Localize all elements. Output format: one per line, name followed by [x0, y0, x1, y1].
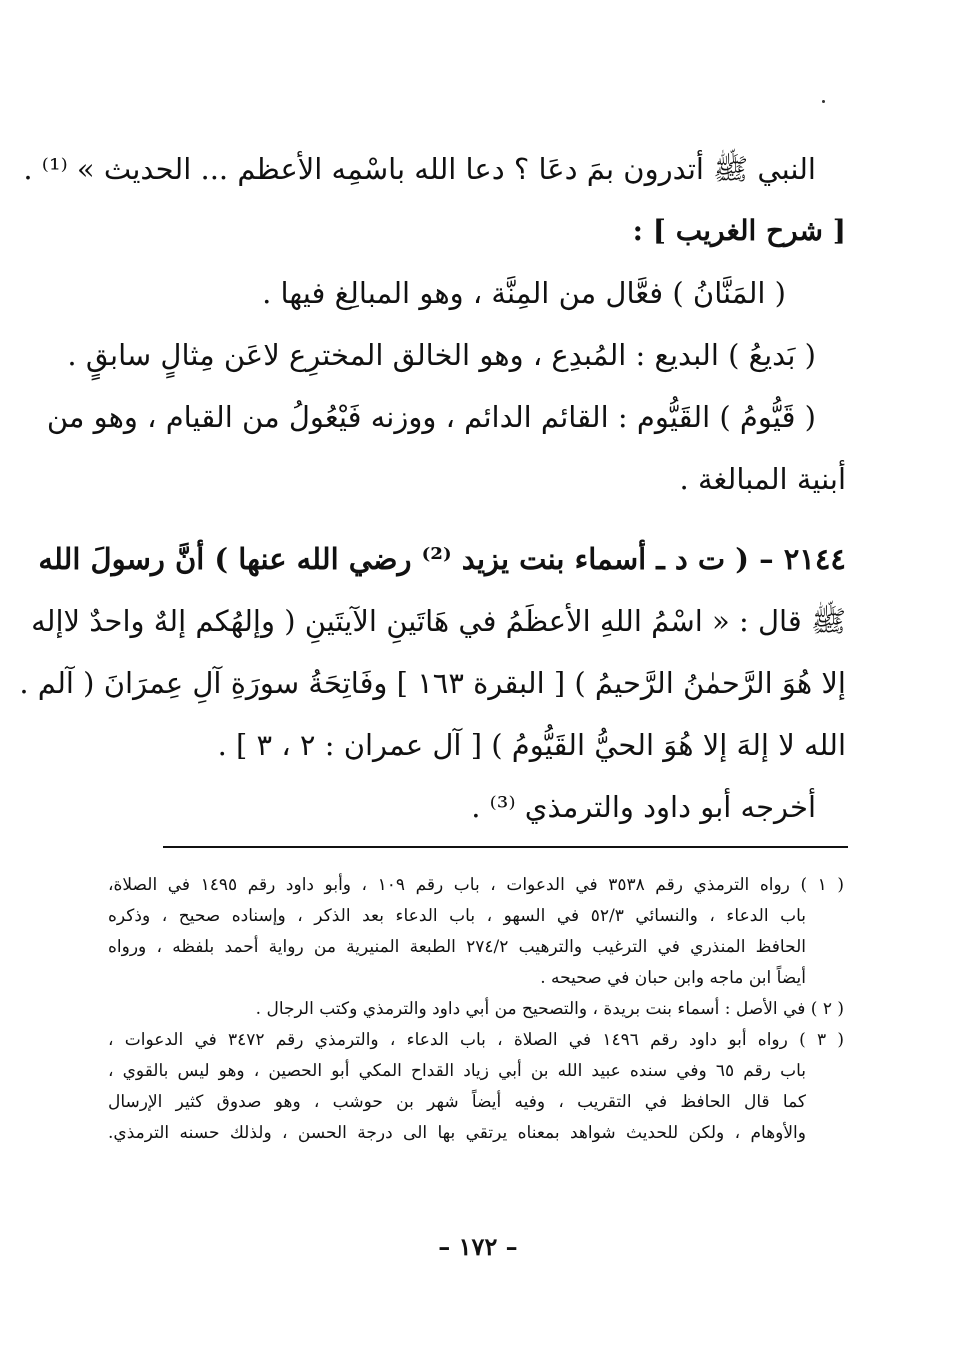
text-line: إلا هُوَ الرَّحمٰنُ الرَّحيمُ ) [ البقرة ١٦٣ ] وفَاتِحَةُ سورَةِ آلِ عِمرَانَ ( آلم . — [19, 666, 846, 700]
page-number: – ١٧٢ – — [438, 1232, 518, 1261]
ink-speck — [822, 100, 825, 103]
footnote-line: الحافظ المنذري في الترغيب والترهيب ٢٧٤/٢ الطبعة المنيرية من رواية أحمد بلفظه ، ورواه — [108, 937, 806, 957]
footnote-line: ( ١ ) رواه الترمذي رقم ٣٥٣٨ في الدعوات ، باب رقم ١٠٩ ، وأبو داود رقم ١٤٩٥ في الصلاة، — [108, 875, 844, 895]
text-line: ﷺ قال : « اسْمُ اللهِ الأعظَمُ في هَاتَينِ الآيتَينِ ( وإلهُكم إلهٌ واحدٌ لاإله — [31, 604, 846, 638]
text-line: ( المَنَّانُ ) فعَّال من المِنَّة ، وهو المبالِغ فيها . — [262, 276, 786, 310]
paragraph-gap — [110, 510, 846, 528]
text-line: أخرجه أبو داود والترمذي ⁽³⁾ . — [471, 790, 816, 824]
main-text — [19, 138, 846, 838]
text-line: ( بَديعُ ) البديع : المُبدِع ، وهو الخالق المخترِع لاعَن مِثالٍ سابقٍ . — [67, 338, 816, 372]
section-heading: [ شرح الغريب ] : — [632, 214, 846, 247]
footnote-line: ( ٣ ) رواه أبو داود رقم ١٤٩٦ في الصلاة ، باب الدعاء ، والترمذي رقم ٣٤٧٢ في الدعوات ، — [108, 1030, 844, 1050]
text-line: النبي ﷺ أتدرون بمَ دعَا ؟ دعا الله باسْمِه الأعظم ... الحديث » ⁽¹⁾ . — [23, 152, 816, 186]
footnotes — [108, 870, 844, 1149]
hadith-heading: ٢١٤٤ – ( ت د ـ أسماء بنت يزيد ⁽²⁾ رضي الله عنها ) أنَّ رسولَ الله — [38, 542, 846, 576]
footnote-line: أيضاً ابن ماجه وابن حبان في صحيحه . — [540, 968, 806, 988]
footnote-line: والأوهام ، ولكن للحديث شواهد بمعناه يرتقي بها الى درجة الحسن ، ولذلك حسنه الترمذي. — [108, 1123, 806, 1143]
footnote-divider — [163, 846, 848, 848]
text-line: أبنية المبالغة . — [679, 462, 846, 496]
text-line: الله لا إلهَ إلا هُوَ الحيُّ القَيُّومُ ) [ آل عمران : ٢ ، ٣ ] . — [217, 728, 846, 762]
footnote-line: ( ٢ ) في الأصل : أسماء بنت بريدة ، والتصحيح من أبي داود والترمذي وكتب الرجال . — [255, 999, 844, 1019]
footnote-line: باب الدعاء ، والنسائي ٥٢/٣ في السهو ، باب الدعاء بعد الذكر ، وإسناده صحيح ، وذكره — [108, 906, 806, 926]
text-line: ( قَيُّومُ ) القَيُّوم : القائم الدائم ، ووزنه فَيْعُولُ من القيام ، وهو من — [46, 400, 816, 434]
footnote-line: باب رقم ٦٥ وفي سنده عبيد الله بن أبي زياد القداح المكي أبو الحصين ، وهو ليس بالقوي ، — [108, 1061, 806, 1081]
footnote-line: كما قال الحافظ في التقريب ، وفيه أيضاً شهر بن حوشب ، وهو صدوق كثير الإرسال — [108, 1092, 806, 1112]
